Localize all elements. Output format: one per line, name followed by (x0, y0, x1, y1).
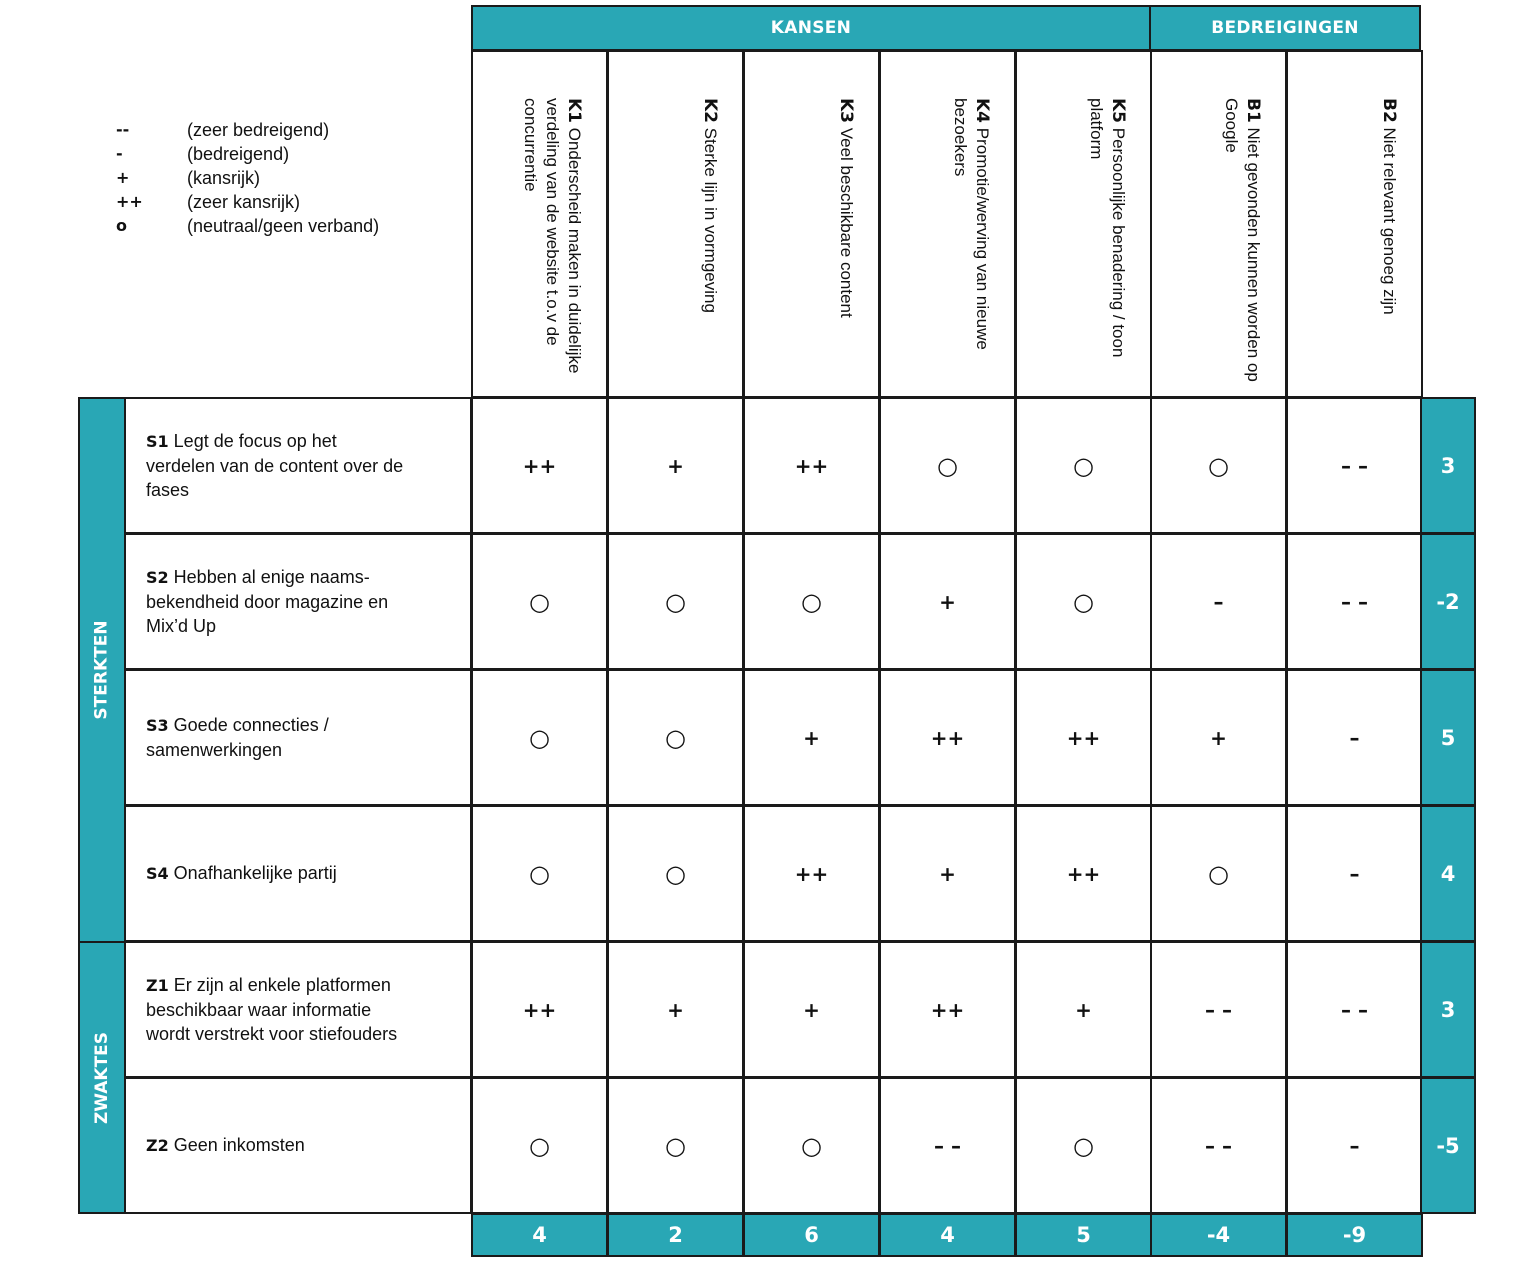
matrix-cell: + (1015, 941, 1152, 1078)
legend-label: (neutraal/geen verband) (187, 216, 380, 236)
legend-label: (bedreigend) (187, 144, 290, 164)
matrix-cell: + (879, 805, 1016, 942)
row-label-z1 (124, 941, 472, 1078)
column-text: Promotie/werving van nieuwe bezoekers (951, 98, 992, 350)
column-text: Sterke lijn in vormgeving (701, 127, 720, 313)
column-header-k2 (607, 50, 744, 398)
matrix-cell: ○ (607, 669, 744, 806)
column-score: -9 (1286, 1213, 1423, 1257)
zwaktes-label: ZWAKTES (92, 1031, 113, 1124)
matrix-cell: – (1286, 805, 1423, 942)
column-code: B2 (1379, 98, 1399, 123)
row-label-s1 (124, 397, 472, 534)
matrix-cell: ○ (743, 533, 880, 670)
matrix-cell: ○ (1015, 397, 1152, 534)
column-score: 6 (743, 1213, 880, 1257)
row-score: -2 (1420, 533, 1476, 670)
column-text: Onderscheid maken in duidelijke verdeling van de website t.o.v de concurrentie (521, 98, 584, 374)
row-score: -5 (1420, 1077, 1476, 1214)
row-label-z2 (124, 1077, 472, 1214)
matrix-cell: – – (879, 1077, 1016, 1214)
column-text: Niet relevant genoeg zijn (1380, 127, 1399, 315)
legend-symbol: o (116, 216, 127, 235)
column-code: K1 (564, 98, 584, 124)
column-header-b1 (1150, 50, 1287, 398)
zwaktes-group (78, 941, 126, 1214)
matrix-cell: – – (1286, 941, 1423, 1078)
column-text: Niet gevonden kunnen worden op Google (1222, 98, 1263, 382)
row-code: S4 (146, 864, 169, 883)
matrix-cell: + (607, 397, 744, 534)
column-text: Persoonlijke benadering / toon platform (1087, 98, 1128, 358)
row-text: Hebben al enige naams-bekendheid door magazine en Mix’d Up (146, 567, 389, 636)
matrix-cell: ○ (879, 397, 1016, 534)
legend-symbol: + (116, 168, 130, 187)
matrix-cell: ++ (1015, 805, 1152, 942)
column-score: 5 (1015, 1213, 1152, 1257)
matrix-cell: – – (1150, 1077, 1287, 1214)
row-text: Goede connecties / samenwerkingen (146, 715, 329, 760)
matrix-cell: ○ (471, 533, 608, 670)
row-score: 3 (1420, 941, 1476, 1078)
column-header-k4 (879, 50, 1016, 398)
matrix-cell: ○ (607, 805, 744, 942)
bedreigingen-header: BEDREIGINGEN (1149, 5, 1421, 51)
matrix-cell: + (879, 533, 1016, 670)
matrix-cell: + (743, 669, 880, 806)
row-code: Z1 (146, 976, 169, 995)
row-score: 4 (1420, 805, 1476, 942)
legend-label: (zeer bedreigend) (187, 120, 330, 140)
sterkten-group (78, 397, 126, 943)
matrix-cell: – (1286, 669, 1423, 806)
row-score: 5 (1420, 669, 1476, 806)
matrix-cell: + (1150, 669, 1287, 806)
row-code: Z2 (146, 1136, 169, 1155)
column-header-k1 (471, 50, 608, 398)
column-code: K4 (972, 98, 992, 124)
matrix-cell: ○ (1150, 397, 1287, 534)
row-label-s3 (124, 669, 472, 806)
legend-symbol: - (116, 144, 123, 163)
column-score: 4 (879, 1213, 1016, 1257)
matrix-cell: – (1286, 1077, 1423, 1214)
column-code: K3 (836, 98, 856, 124)
matrix-cell: ○ (471, 669, 608, 806)
column-header-k3 (743, 50, 880, 398)
matrix-cell: ++ (879, 941, 1016, 1078)
matrix-cell: ○ (607, 533, 744, 670)
matrix-cell: ○ (471, 805, 608, 942)
row-code: S1 (146, 432, 169, 451)
row-score: 3 (1420, 397, 1476, 534)
row-label-s4 (124, 805, 472, 942)
matrix-cell: ++ (879, 669, 1016, 806)
matrix-cell: + (743, 941, 880, 1078)
kansen-header: KANSEN (471, 5, 1151, 51)
row-code: S2 (146, 568, 169, 587)
column-header-k5 (1015, 50, 1152, 398)
matrix-cell: + (607, 941, 744, 1078)
legend-label: (kansrijk) (187, 168, 261, 188)
matrix-cell: ++ (743, 805, 880, 942)
matrix-cell: ○ (1150, 805, 1287, 942)
matrix-cell: – – (1286, 533, 1423, 670)
row-text: Er zijn al enkele platformen beschikbaar waar informatie wordt verstrekt voor stiefouders (146, 975, 398, 1044)
matrix-cell: ++ (471, 941, 608, 1078)
column-text: Veel beschikbare content (837, 127, 856, 318)
matrix-cell: ○ (471, 1077, 608, 1214)
legend-symbol: ++ (116, 192, 143, 211)
matrix-cell: ++ (471, 397, 608, 534)
column-score: 4 (471, 1213, 608, 1257)
row-code: S3 (146, 716, 169, 735)
sterkten-label: STERKTEN (92, 620, 112, 720)
matrix-cell: – – (1286, 397, 1423, 534)
legend-label: (zeer kansrijk) (187, 192, 301, 212)
matrix-cell: ○ (1015, 1077, 1152, 1214)
row-text: Geen inkomsten (173, 1135, 305, 1155)
matrix-cell: ○ (607, 1077, 744, 1214)
row-label-s2 (124, 533, 472, 670)
matrix-cell: – – (1150, 941, 1287, 1078)
matrix-cell: ○ (1015, 533, 1152, 670)
matrix-cell: – (1150, 533, 1287, 670)
column-code: K5 (1108, 98, 1128, 124)
column-code: K2 (700, 98, 720, 124)
matrix-cell: ++ (743, 397, 880, 534)
column-score: 2 (607, 1213, 744, 1257)
matrix-cell: ++ (1015, 669, 1152, 806)
row-text: Onafhankelijke partij (173, 863, 337, 883)
matrix-cell: ○ (743, 1077, 880, 1214)
column-code: B1 (1243, 98, 1263, 123)
column-score: -4 (1150, 1213, 1287, 1257)
column-header-b2 (1286, 50, 1423, 398)
row-text: Legt de focus op het verdelen van de content over de fases (146, 431, 404, 500)
legend-symbol: -- (116, 120, 130, 139)
